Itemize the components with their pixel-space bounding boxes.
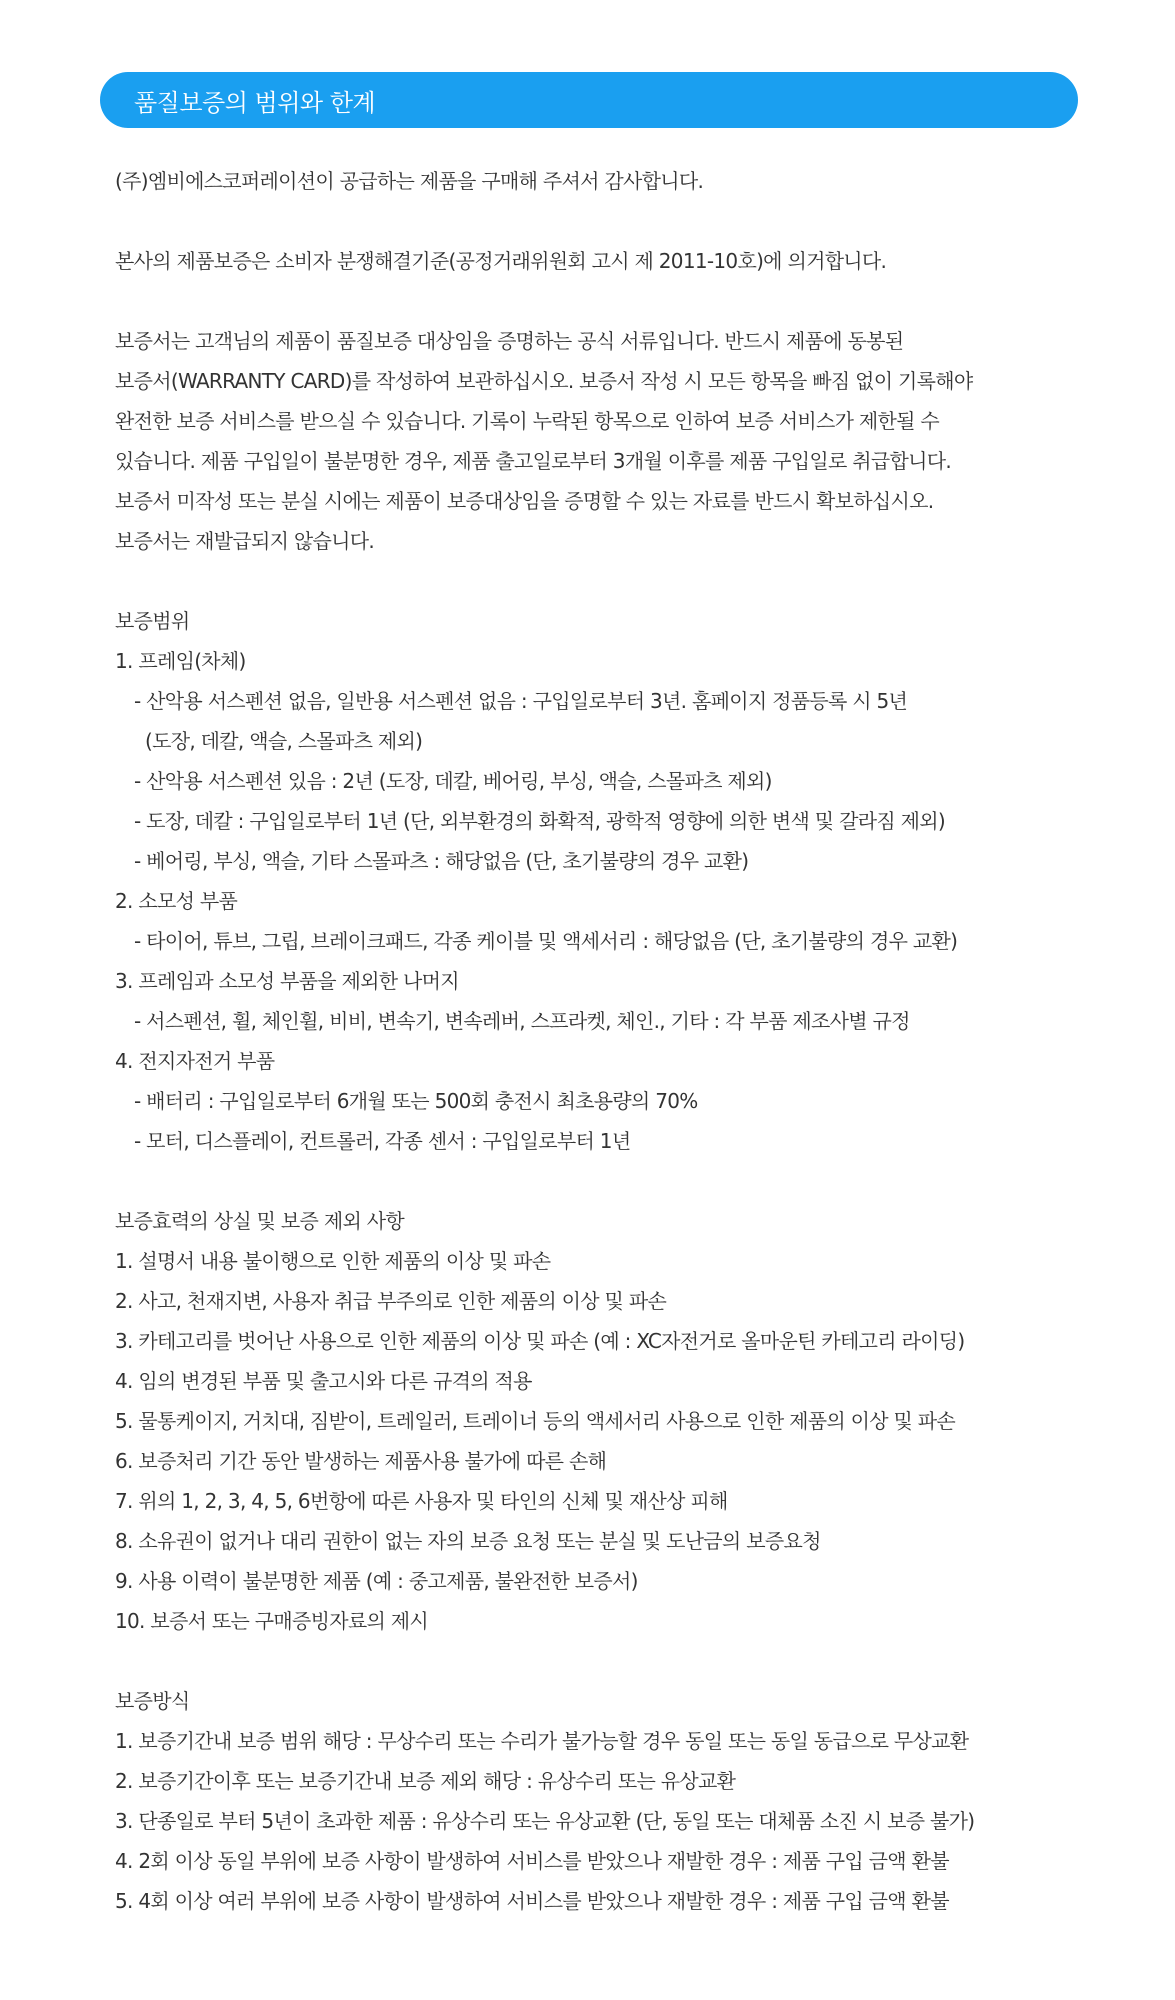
coverage-detail: - 서스펜션, 휠, 체인휠, 비비, 변속기, 변속레버, 스프라켓, 체인., 기타 : 각 부품 제조사별 규정	[134, 1009, 910, 1033]
coverage-detail: - 산악용 서스펜션 있음 : 2년 (도장, 데칼, 베어링, 부싱, 액슬, 스몰파츠 제외)	[134, 769, 772, 793]
coverage-detail: - 배터리 : 구입일로부터 6개월 또는 500회 충전시 최초용량의 70%	[134, 1089, 698, 1113]
notice-line: 완전한 보증 서비스를 받으실 수 있습니다. 기록이 누락된 항목으로 인하여 보증 서비스가 제한될 수	[115, 409, 940, 433]
exclusion-item: 6. 보증처리 기간 동안 발생하는 제품사용 불가에 따른 손해	[115, 1449, 607, 1473]
method-item: 2. 보증기간이후 또는 보증기간내 보증 제외 해당 : 유상수리 또는 유상교환	[115, 1769, 736, 1793]
notice-line: 보증서 미작성 또는 분실 시에는 제품이 보증대상임을 증명할 수 있는 자료를 반드시 확보하십시오.	[115, 489, 934, 513]
spacer	[115, 281, 1115, 321]
method-item: 3. 단종일로 부터 5년이 초과한 제품 : 유상수리 또는 유상교환 (단, 동일 또는 대체품 소진 시 보증 불가)	[115, 1809, 975, 1833]
notice-line: 보증서(WARRANTY CARD)를 작성하여 보관하십시오. 보증서 작성 시 모든 항목을 빠짐 없이 기록해야	[115, 369, 973, 393]
exclusion-item: 9. 사용 이력이 불분명한 제품 (예 : 중고제품, 불완전한 보증서)	[115, 1569, 638, 1593]
intro-standard: 본사의 제품보증은 소비자 분쟁해결기준(공정거래위원회 고시 제 2011-10호)에 의거합니다.	[115, 249, 887, 273]
coverage-detail: (도장, 데칼, 액슬, 스몰파츠 제외)	[145, 729, 423, 753]
section-header-bar	[100, 72, 1078, 128]
notice-line: 보증서는 재발급되지 않습니다.	[115, 529, 375, 553]
coverage-item-label: 3. 프레임과 소모성 부품을 제외한 나머지	[115, 969, 459, 993]
coverage-detail: - 타이어, 튜브, 그립, 브레이크패드, 각종 케이블 및 액세서리 : 해당없음 (단, 초기불량의 경우 교환)	[134, 929, 958, 953]
intro-thanks: (주)엠비에스코퍼레이션이 공급하는 제품을 구매해 주셔서 감사합니다.	[115, 169, 704, 193]
notice-paragraph	[115, 321, 1115, 561]
exclusion-item: 4. 임의 변경된 부품 및 출고시와 다른 규격의 적용	[115, 1369, 532, 1393]
exclusions-heading: 보증효력의 상실 및 보증 제외 사항	[115, 1209, 404, 1233]
coverage-item-label: 1. 프레임(차체)	[115, 649, 246, 673]
method-section	[115, 1681, 1115, 1921]
exclusion-item: 1. 설명서 내용 불이행으로 인한 제품의 이상 및 파손	[115, 1249, 551, 1273]
notice-line: 보증서는 고객님의 제품이 품질보증 대상임을 증명하는 공식 서류입니다. 반드시 제품에 동봉된	[115, 329, 904, 353]
exclusion-item: 7. 위의 1, 2, 3, 4, 5, 6번항에 따른 사용자 및 타인의 신체 및 재산상 피해	[115, 1489, 728, 1513]
method-heading: 보증방식	[115, 1689, 190, 1713]
method-item: 5. 4회 이상 여러 부위에 보증 사항이 발생하여 서비스를 받았으나 재발한 경우 : 제품 구입 금액 환불	[115, 1889, 949, 1913]
page-title: 품질보증의 범위와 한계	[134, 88, 376, 117]
exclusion-item: 10. 보증서 또는 구매증빙자료의 제시	[115, 1609, 429, 1633]
exclusion-item: 2. 사고, 천재지변, 사용자 취급 부주의로 인한 제품의 이상 및 파손	[115, 1289, 667, 1313]
spacer	[115, 1641, 1115, 1681]
coverage-section	[115, 601, 1115, 1161]
coverage-detail: - 산악용 서스펜션 없음, 일반용 서스펜션 없음 : 구입일로부터 3년. 홈페이지 정품등록 시 5년	[134, 689, 908, 713]
exclusion-item: 5. 물통케이지, 거치대, 짐받이, 트레일러, 트레이너 등의 액세서리 사용으로 인한 제품의 이상 및 파손	[115, 1409, 956, 1433]
exclusion-item: 3. 카테고리를 벗어난 사용으로 인한 제품의 이상 및 파손 (예 : XC자전거로 올마운틴 카테고리 라이딩)	[115, 1329, 965, 1353]
coverage-item-label: 2. 소모성 부품	[115, 889, 238, 913]
coverage-detail: - 베어링, 부싱, 액슬, 기타 스몰파츠 : 해당없음 (단, 초기불량의 경우 교환)	[134, 849, 749, 873]
coverage-heading: 보증범위	[115, 609, 190, 633]
notice-line: 있습니다. 제품 구입일이 불분명한 경우, 제품 출고일로부터 3개월 이후를 제품 구입일로 취급합니다.	[115, 449, 952, 473]
coverage-detail: - 도장, 데칼 : 구입일로부터 1년 (단, 외부환경의 화확적, 광학적 영향에 의한 변색 및 갈라짐 제외)	[134, 809, 945, 833]
spacer	[115, 201, 1115, 241]
method-item: 4. 2회 이상 동일 부위에 보증 사항이 발생하여 서비스를 받았으나 재발한 경우 : 제품 구입 금액 환불	[115, 1849, 949, 1873]
coverage-detail: - 모터, 디스플레이, 컨트롤러, 각종 센서 : 구입일로부터 1년	[134, 1129, 631, 1153]
spacer	[115, 1161, 1115, 1201]
warranty-document	[115, 161, 1115, 1921]
exclusion-item: 8. 소유권이 없거나 대리 권한이 없는 자의 보증 요청 또는 분실 및 도난금의 보증요청	[115, 1529, 821, 1553]
exclusions-section	[115, 1201, 1115, 1641]
spacer	[115, 561, 1115, 601]
coverage-item-label: 4. 전지자전거 부품	[115, 1049, 275, 1073]
method-item: 1. 보증기간내 보증 범위 해당 : 무상수리 또는 수리가 불가능할 경우 동일 또는 동일 동급으로 무상교환	[115, 1729, 969, 1753]
